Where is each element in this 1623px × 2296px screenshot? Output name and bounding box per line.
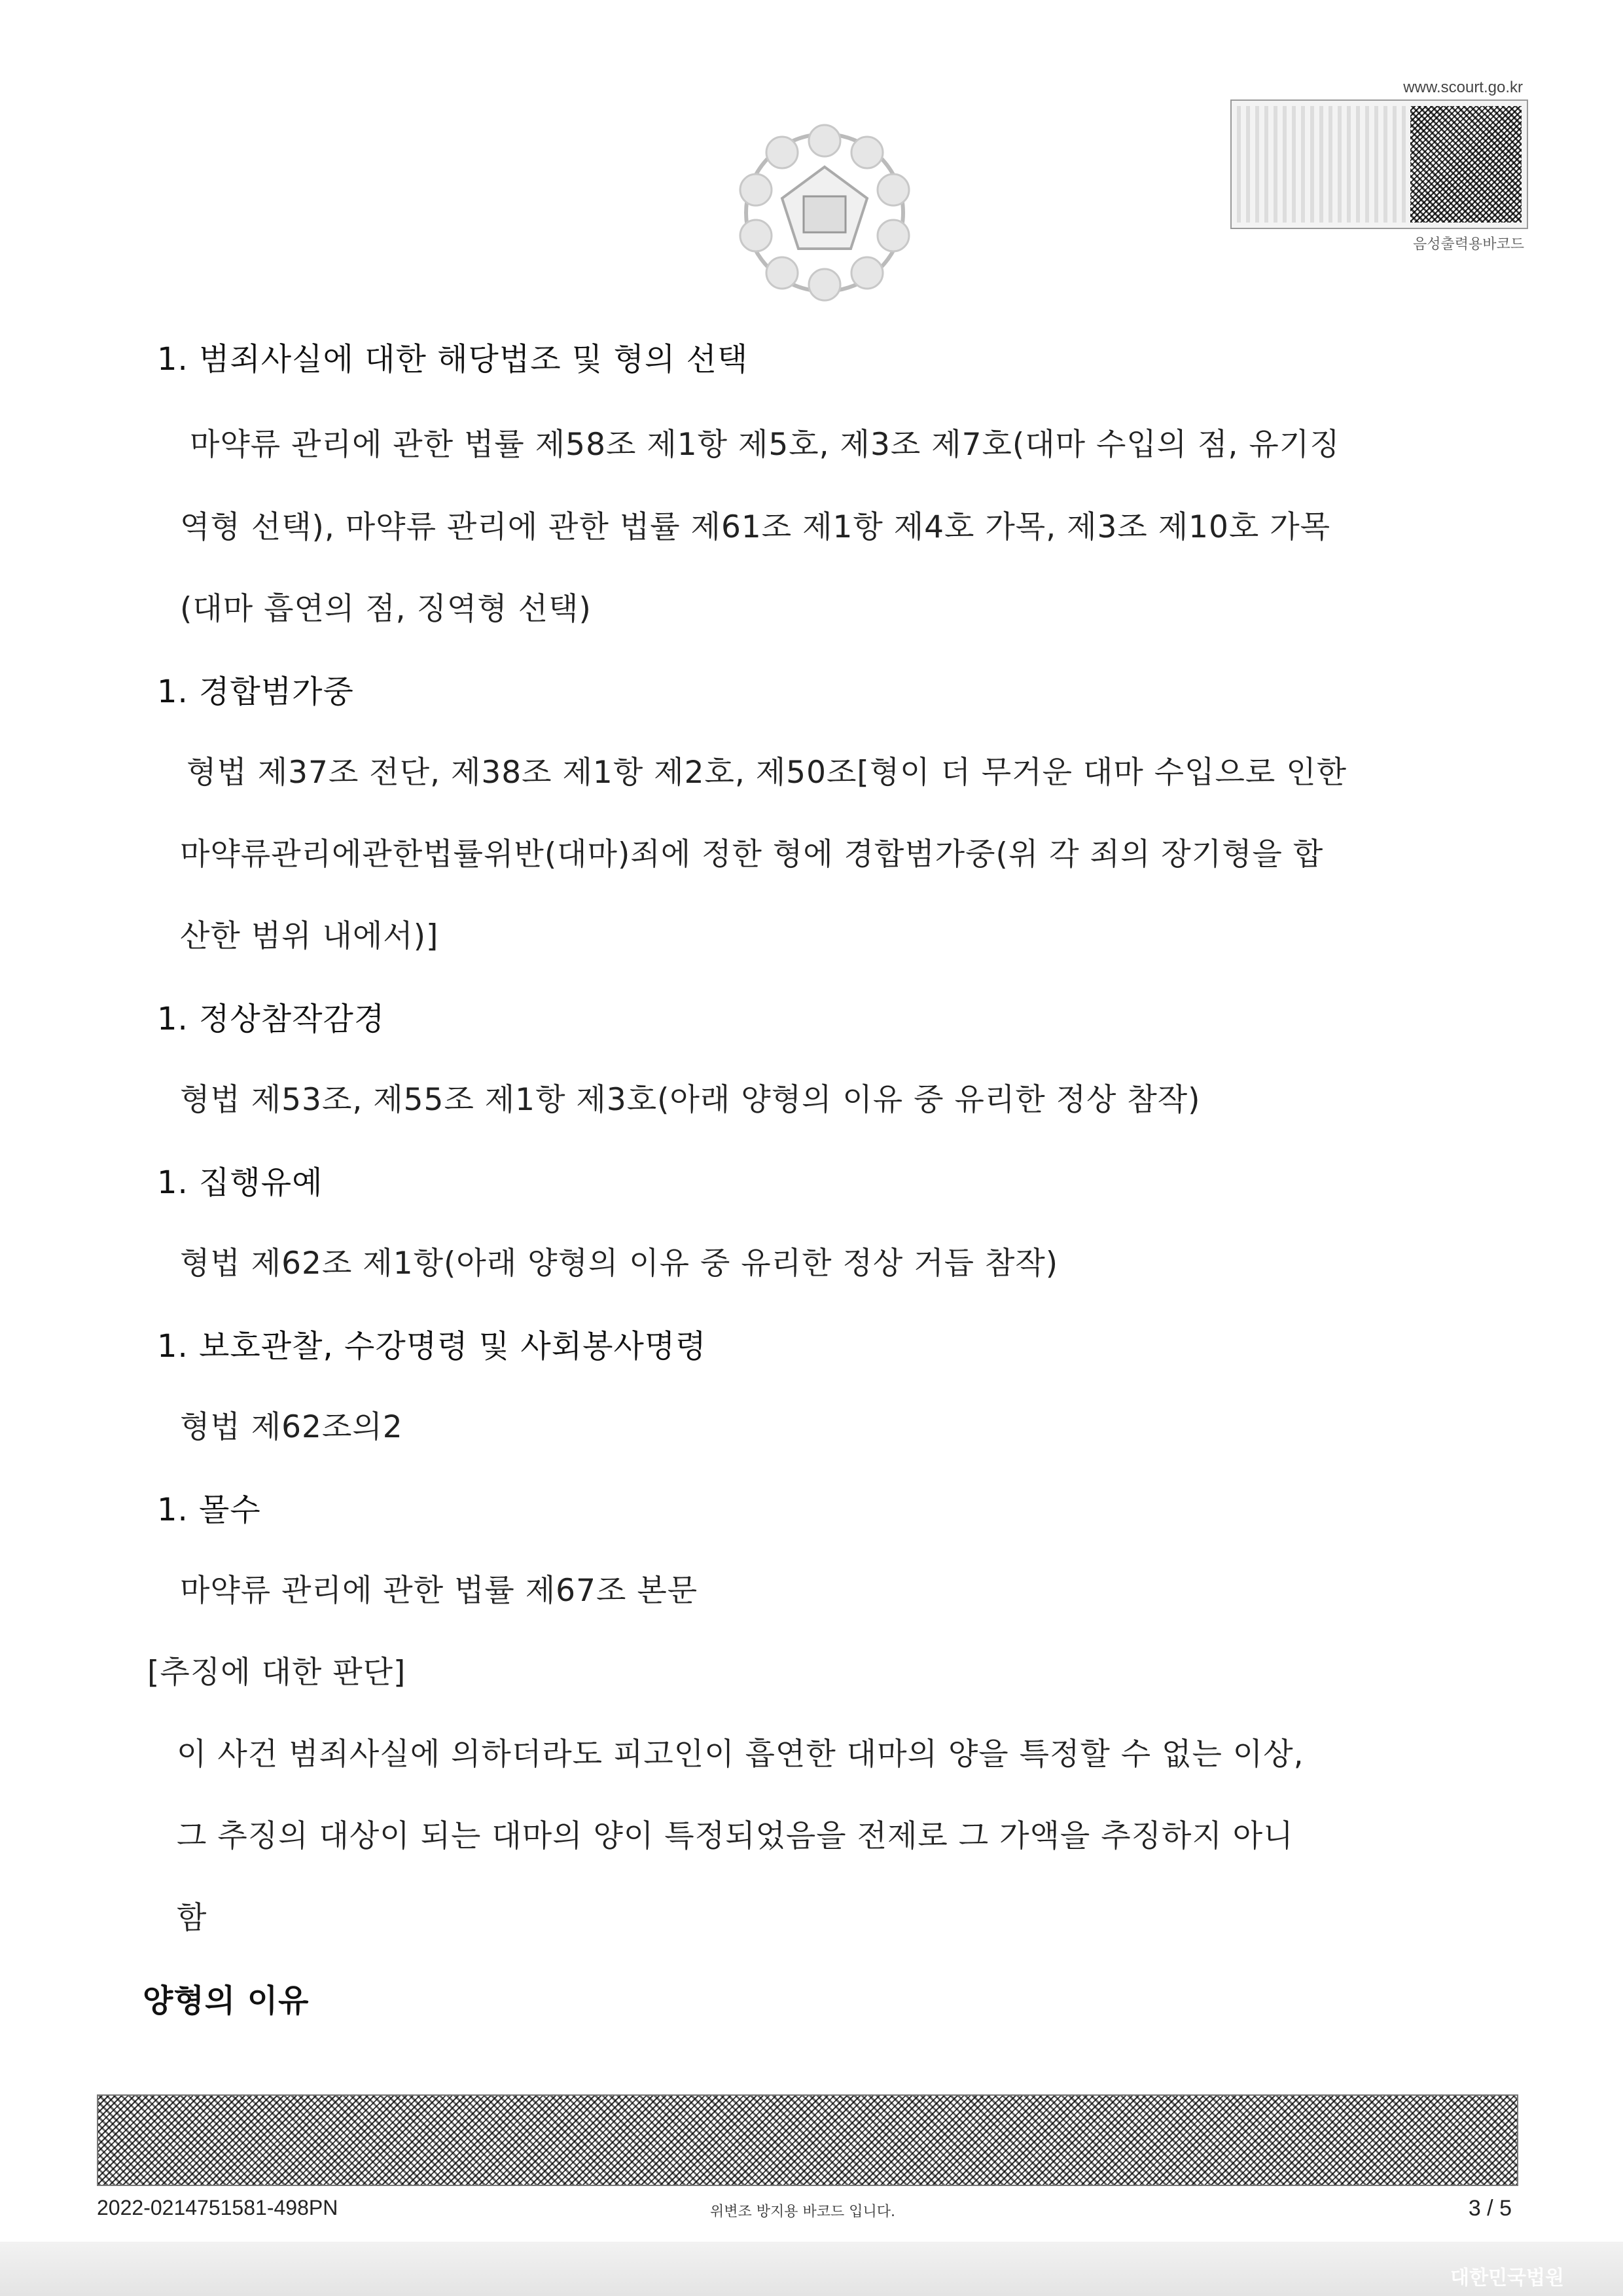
section-heading: 1. 범죄사실에 대한 해당법조 및 형의 선택 xyxy=(157,341,749,378)
barcode-pattern xyxy=(1410,106,1522,223)
body-line: 그 추징의 대상이 되는 대마의 양이 특정되었음을 전제로 그 가액을 추징하지 아니 xyxy=(177,1818,1294,1854)
subsection-heading: [추징에 대한 판단] xyxy=(147,1655,406,1691)
body-line: 형법 제53조, 제55조 제1항 제3호(아래 양형의 이유 중 유리한 정상 참작) xyxy=(180,1082,1201,1118)
barcode-note: 위변조 방지용 바코드 입니다. xyxy=(710,2204,895,2220)
barcode-box xyxy=(1230,99,1528,229)
body-line: 형법 제37조 전단, 제38조 제1항 제2호, 제50조[형이 더 무거운 대마 수입으로 인한 xyxy=(187,755,1347,791)
section-heading: 1. 보호관찰, 수강명령 및 사회봉사명령 xyxy=(157,1328,707,1365)
section-heading: 1. 정상참작감경 xyxy=(157,1001,385,1037)
section-heading: 1. 경합범가중 xyxy=(157,673,354,710)
voice-output-barcode xyxy=(1230,79,1528,253)
body-line: 이 사건 범죄사실에 의하더라도 피고인이 흡연한 대마의 양을 특정할 수 없는 이상, xyxy=(177,1736,1304,1772)
body-line: 함 xyxy=(177,1900,207,1936)
anti-forgery-barcode xyxy=(97,2094,1518,2186)
sentencing-reason-heading: 양형의 이유 xyxy=(143,1982,310,2019)
body-line: 마약류관리에관한법률위반(대마)죄에 정한 형에 경합범가중(위 각 죄의 장기형을 합 xyxy=(180,836,1324,872)
section-heading: 1. 몰수 xyxy=(157,1492,261,1528)
barcode-faint-area xyxy=(1237,106,1407,223)
footer-strip xyxy=(0,2242,1623,2296)
document-id: 2022-0214751581-498PN xyxy=(97,2196,338,2219)
page-number: 3 / 5 xyxy=(1468,2196,1512,2221)
court-name: 대한민국법원 xyxy=(1450,2267,1564,2289)
body-line: 마약류 관리에 관한 법률 제67조 본문 xyxy=(180,1573,698,1609)
body-line: 역형 선택), 마약류 관리에 관한 법률 제61조 제1항 제4호 가목, 제3조 제10호 가목 xyxy=(180,509,1331,545)
body-line: 형법 제62조의2 xyxy=(180,1409,403,1445)
body-line: 산한 범위 내에서)] xyxy=(180,918,439,954)
body-line: 마약류 관리에 관한 법률 제58조 제1항 제5호, 제3조 제7호(대마 수입의 점, 유기징 xyxy=(190,427,1340,463)
barcode-label: 음성출력용바코드 xyxy=(1412,236,1524,253)
court-url: www.scourt.go.kr xyxy=(1403,79,1523,96)
section-heading: 1. 집행유예 xyxy=(157,1164,323,1201)
court-seal xyxy=(726,115,923,311)
body-line: 형법 제62조 제1항(아래 양형의 이유 중 유리한 정상 거듭 참작) xyxy=(180,1246,1059,1282)
body-line: (대마 흡연의 점, 징역형 선택) xyxy=(180,591,592,627)
